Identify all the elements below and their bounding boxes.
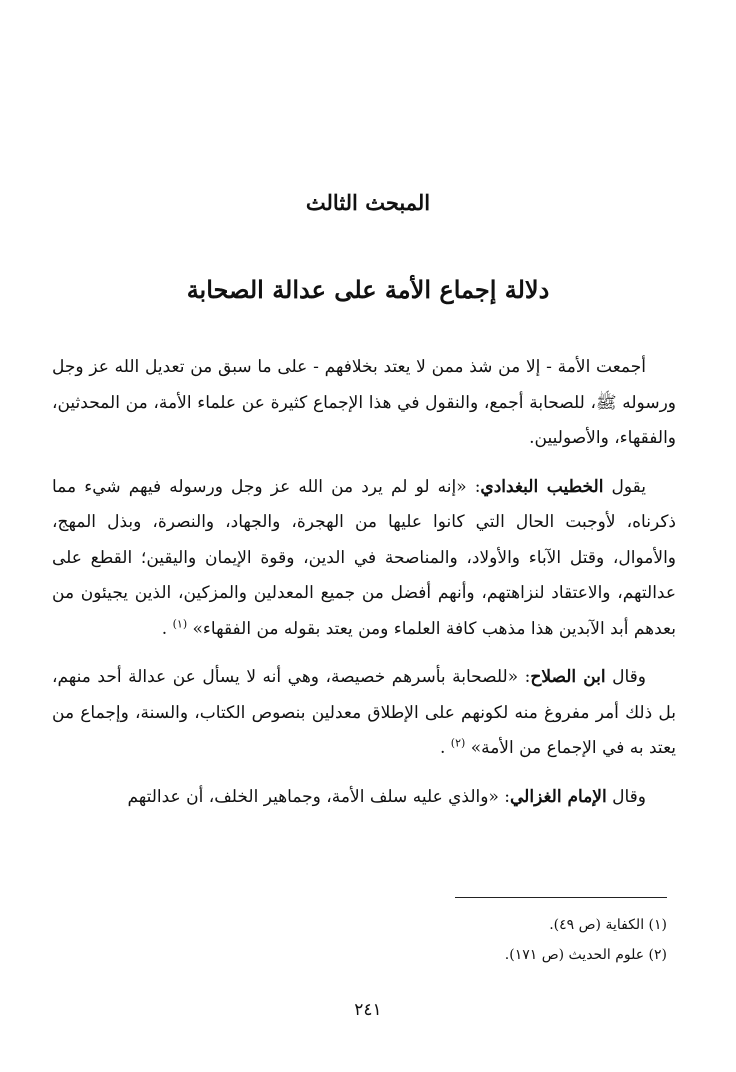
paragraph-consensus: أجمعت الأمة - إلا من شذ ممن لا يعتد بخلافهم - على ما سبق من تعديل الله عز وجل ورسوله ﷺ، للصحابة أجمع، والنقول في هذا الإجماع كثيرة عن علماء الأمة، من المحدثين، والفقهاء، والأصوليين.	[52, 357, 676, 448]
paragraph-khatib-baghdadi	[52, 470, 676, 648]
paragraph-intro: وقال	[612, 786, 646, 807]
body-text	[52, 350, 676, 815]
paragraph-intro: يقول	[611, 476, 646, 497]
footnote-item: (٢) علوم الحديث (ص ١٧١).	[504, 947, 667, 963]
footnote-item: (١) الكفاية (ص ٤٩).	[549, 917, 667, 933]
paragraph-ibn-salah	[52, 660, 676, 767]
scholar-name: الخطيب البغدادي	[480, 476, 604, 497]
footnote-ref: (٢)	[450, 736, 466, 750]
quote-text: : «للصحابة بأسرهم خصيصة، وهي أنه لا يسأل عن عدالة أحد منهم، بل ذلك أمر مفروغ منه لكونهم على الإطلاق معدلين بنصوص الكتاب، والسنة، وإجماع من يعتد به في الإجماع من الأمة»	[52, 667, 676, 758]
section-heading: المبحث الثالث	[305, 190, 431, 215]
footnote-ref: (١)	[172, 616, 188, 630]
scholar-name: ابن الصلاح	[530, 667, 606, 687]
scholar-name: الإمام الغزالي	[510, 786, 607, 807]
sentence-end: .	[439, 738, 446, 758]
footnotes	[52, 910, 667, 970]
footnote-separator	[455, 897, 667, 898]
page-number: ٢٤١	[354, 1000, 382, 1020]
paragraph-intro: وقال	[612, 667, 647, 687]
quote-text: : «والذي عليه سلف الأمة، وجماهير الخلف، أن عدالتهم	[127, 786, 510, 807]
paragraph-ghazali	[52, 780, 676, 816]
quote-text: : «إنه لو لم يرد من الله عز وجل ورسوله فيهم شيء مما ذكرناه، لأوجبت الحال التي كانوا عليها من الهجرة، والجهاد، والنصرة، وبذل المهج، والأموال، وقتل الآباء والأولاد، والمناصحة في الدين، وقوة الإيمان واليقين؛ القطع على عدالتهم، والاعتقاد لنزاهتهم، وأنهم أفضل من جميع المعدلين والمزكين، الذين يجيئون من بعدهم أبد الآبدين هذا مذهب كافة العلماء ومن يعتد بقوله من الفقهاء»	[52, 476, 676, 639]
sentence-end: .	[161, 618, 168, 639]
chapter-title: دلالة إجماع الأمة على عدالة الصحابة	[186, 275, 550, 304]
